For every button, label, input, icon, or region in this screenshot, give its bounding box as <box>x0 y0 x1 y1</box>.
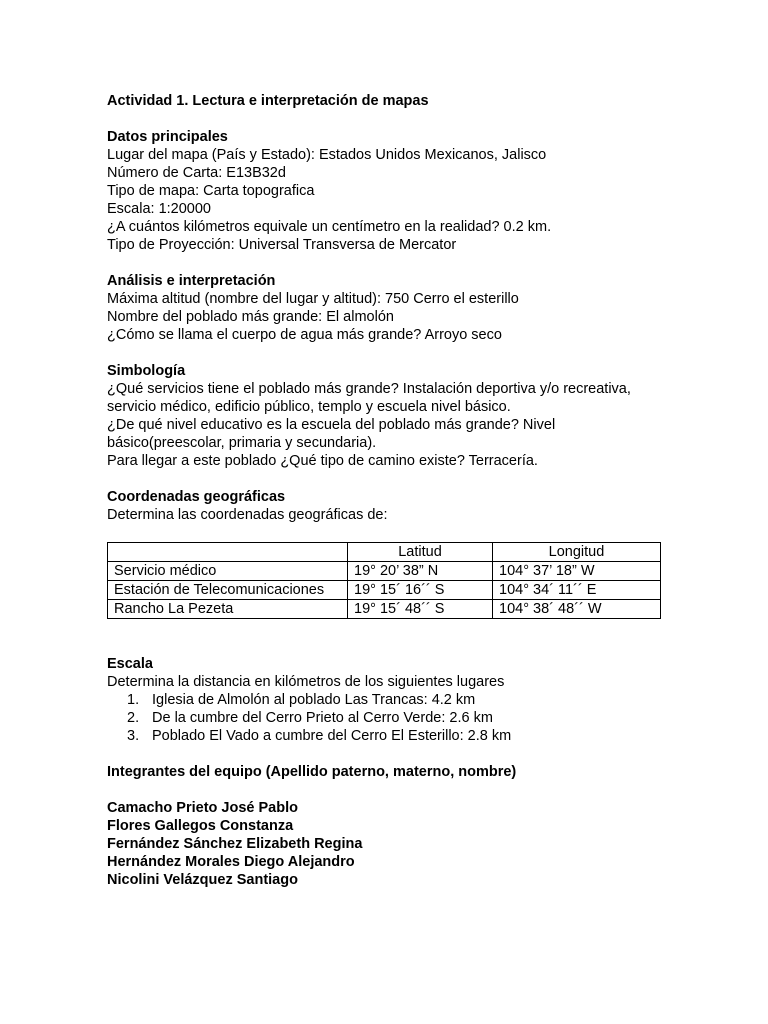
section-heading: Datos principales <box>107 129 228 145</box>
section-datos-principales <box>107 128 667 254</box>
text-line: Lugar del mapa (País y Estado): Estados Unidos Mexicanos, Jalisco <box>107 147 547 163</box>
list-item <box>107 727 667 745</box>
spacer <box>107 781 667 799</box>
table-cell: Estación de Telecomunicaciones <box>108 581 348 600</box>
section-coordenadas <box>107 488 667 619</box>
section-simbologia <box>107 362 667 470</box>
text-line: Escala: 1:20000 <box>107 201 211 217</box>
text-line: Para llegar a este poblado ¿Qué tipo de camino existe? Terracería. <box>107 453 538 469</box>
table-cell: 104° 34´ 11´´ E <box>493 581 661 600</box>
team-member: Hernández Morales Diego Alejandro <box>107 854 355 870</box>
table-cell: 19° 15´ 48´´ S <box>348 600 493 619</box>
text-line: Número de Carta: E13B32d <box>107 165 286 181</box>
section-heading: Escala <box>107 656 153 672</box>
list-item-text: De la cumbre del Cerro Prieto al Cerro Verde: 2.6 km <box>152 710 493 726</box>
list-item <box>107 691 667 709</box>
text-line: ¿Cómo se llama el cuerpo de agua más grande? Arroyo seco <box>107 327 502 343</box>
table-header-cell: Longitud <box>493 543 661 562</box>
text-line: ¿A cuántos kilómetros equivale un centímetro en la realidad? 0.2 km. <box>107 219 552 235</box>
text-line: Tipo de mapa: Carta topografica <box>107 183 315 199</box>
section-heading: Simbología <box>107 363 186 379</box>
team-member: Camacho Prieto José Pablo <box>107 800 298 816</box>
document-body <box>107 92 667 889</box>
text-line: servicio médico, edificio público, templo y escuela nivel básico. <box>107 399 511 415</box>
spacer <box>107 637 667 655</box>
section-analisis <box>107 272 667 344</box>
table-header-row <box>108 543 661 562</box>
table-cell: Rancho La Pezeta <box>108 600 348 619</box>
table-cell: Servicio médico <box>108 562 348 581</box>
table-row <box>108 600 661 619</box>
coordinates-table <box>107 542 661 619</box>
table-cell: 104° 37’ 18” W <box>493 562 661 581</box>
section-escala <box>107 655 667 745</box>
table-header-cell: Latitud <box>348 543 493 562</box>
team-member: Flores Gallegos Constanza <box>107 818 294 834</box>
table-row <box>108 562 661 581</box>
spacer <box>107 470 667 488</box>
list-item-text: Poblado El Vado a cumbre del Cerro El Esterillo: 2.8 km <box>152 728 512 744</box>
section-equipo <box>107 763 667 889</box>
spacer <box>107 745 667 763</box>
text-line: Determina la distancia en kilómetros de los siguientes lugares <box>107 674 505 690</box>
list-number: 1. <box>127 692 140 708</box>
text-line: Nombre del poblado más grande: El almolón <box>107 309 394 325</box>
table-cell: 19° 20’ 38” N <box>348 562 493 581</box>
team-member: Nicolini Velázquez Santiago <box>107 872 298 888</box>
section-heading: Análisis e interpretación <box>107 273 276 289</box>
list-number: 2. <box>127 710 140 726</box>
table-cell: 104° 38´ 48´´ W <box>493 600 661 619</box>
text-line: ¿De qué nivel educativo es la escuela del poblado más grande? Nivel <box>107 417 556 433</box>
text-line: Máxima altitud (nombre del lugar y altitud): 750 Cerro el esterillo <box>107 291 519 307</box>
spacer <box>107 110 667 128</box>
spacer <box>107 619 667 637</box>
spacer <box>107 344 667 362</box>
distance-list <box>107 691 667 745</box>
team-member: Fernández Sánchez Elizabeth Regina <box>107 836 363 852</box>
list-item <box>107 709 667 727</box>
list-number: 3. <box>127 728 140 744</box>
table-row <box>108 581 661 600</box>
table-cell: 19° 15´ 16´´ S <box>348 581 493 600</box>
document-title: Actividad 1. Lectura e interpretación de mapas <box>107 93 429 109</box>
text-line: Tipo de Proyección: Universal Transversa de Mercator <box>107 237 457 253</box>
section-heading: Integrantes del equipo (Apellido paterno, materno, nombre) <box>107 764 517 780</box>
text-line: básico(preescolar, primaria y secundaria). <box>107 435 377 451</box>
text-line: Determina las coordenadas geográficas de: <box>107 507 388 523</box>
text-line: ¿Qué servicios tiene el poblado más grande? Instalación deportiva y/o recreativa, <box>107 381 631 397</box>
table-header-cell <box>108 543 348 562</box>
list-item-text: Iglesia de Almolón al poblado Las Trancas: 4.2 km <box>152 692 476 708</box>
spacer <box>107 254 667 272</box>
section-heading: Coordenadas geográficas <box>107 489 286 505</box>
